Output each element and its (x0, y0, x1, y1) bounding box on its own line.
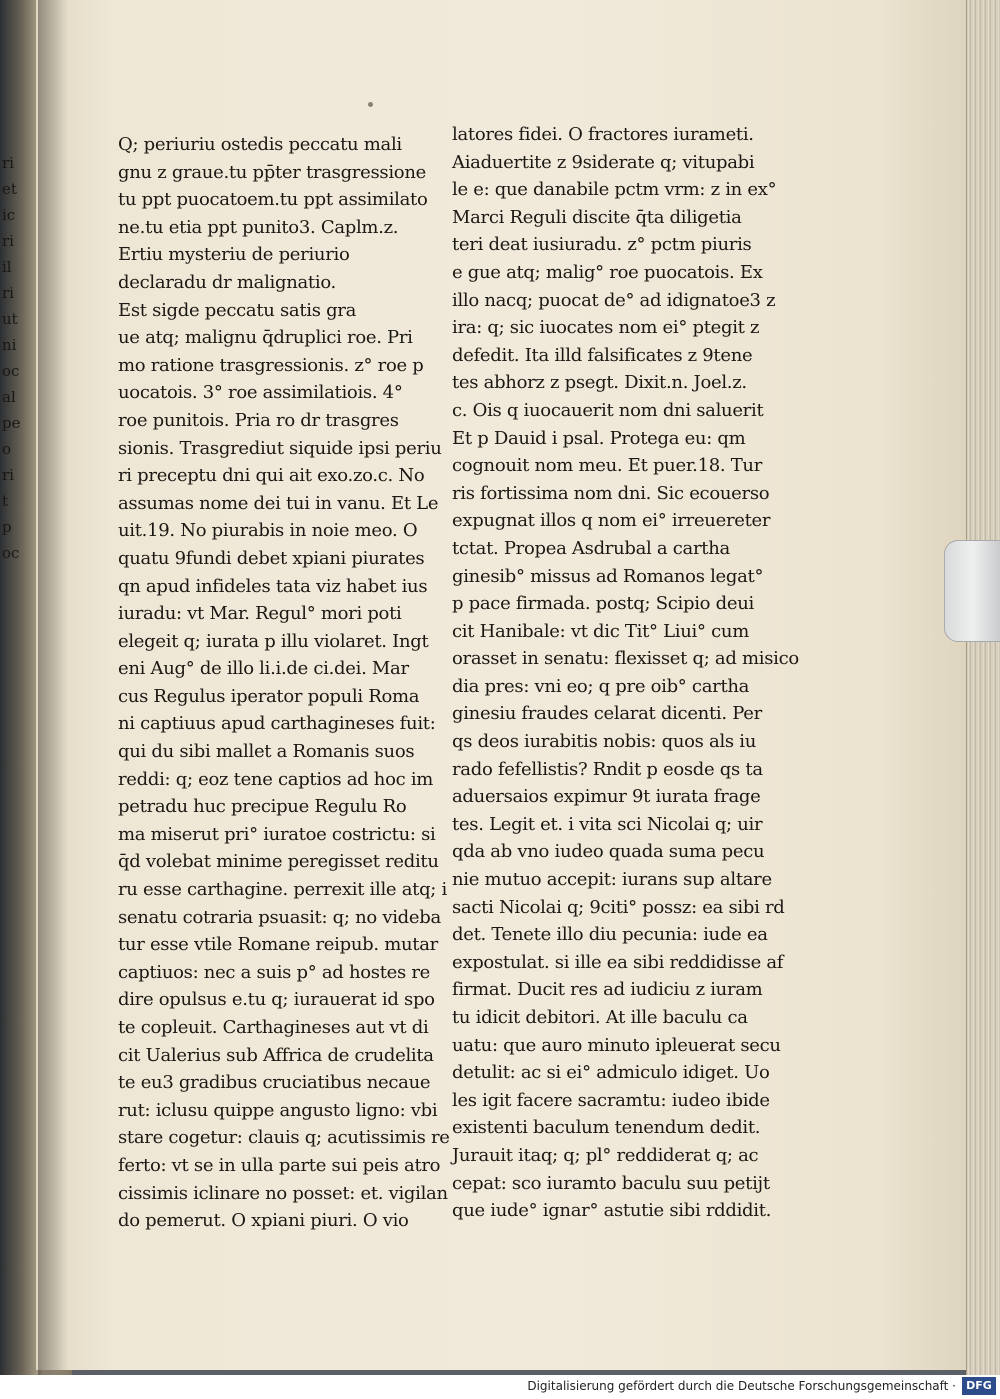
text-line: eni Aug° de illo li.i.de ci.dei. Mar (118, 658, 409, 680)
text-line: illo nacq; puocat de° ad idignatoe3 z (452, 289, 776, 311)
text-line: cit Ualerius sub Affrica de crudelita (118, 1044, 434, 1066)
text-column-right (452, 121, 799, 1225)
facing-page-fragment: o (2, 440, 12, 458)
text-line: rado fefellistis? Rndit p eosde qs ta (452, 758, 763, 780)
text-line: tu ppt puocatoem.tu ppt assimilato (118, 189, 428, 211)
text-line: uatu: que auro minuto ipleuerat secu (452, 1034, 781, 1056)
text-line: ue atq; malignu q̄druplici roe. Pri (118, 327, 413, 349)
text-line: cit Hanibale: vt dic Tit° Liui° cum (452, 620, 749, 642)
text-line: senatu cotraria psuasit: q; no videba (118, 906, 441, 928)
text-line: stare cogetur: clauis q; acutissimis re (118, 1127, 450, 1149)
text-line: tes. Legit et. i vita sci Nicolai q; uir (452, 813, 763, 835)
text-line: dire opulsus e.tu q; iurauerat id spo (118, 989, 435, 1011)
text-line: det. Tenete illo diu pecunia: iude ea (452, 924, 768, 946)
text-line: p pace firmada. postq; Scipio deui (452, 593, 754, 615)
text-line: dia pres: vni eo; q pre oib° cartha (452, 675, 750, 697)
text-line: que iude° ignar° astutie sibi rddidit. (452, 1200, 772, 1222)
bookmark-tab (944, 540, 1000, 642)
text-line: rut: iclusu quippe angusto ligno: vbi (118, 1099, 438, 1121)
text-line: cus Regulus iperator populi Roma (118, 685, 420, 707)
text-line: les igit facere sacramtu: iudeo ibide (452, 1089, 770, 1111)
text-line: ru esse carthagine. perrexit ille atq; i (118, 879, 447, 901)
text-line: ginesib° missus ad Romanos legat° (452, 565, 764, 587)
facing-page-fragment: oc (2, 544, 20, 562)
text-line: qui du sibi mallet a Romanis suos (118, 741, 415, 763)
text-line: declaradu dr malignatio. (118, 271, 336, 293)
text-line: tur esse vtile Romane reipub. mutar (118, 934, 438, 956)
text-line: sacti Nicolai q; 9citi° possz: ea sibi rd (452, 896, 785, 918)
text-line: ginesiu fraudes celarat dicenti. Per (452, 703, 762, 725)
facing-page-fragment: p (2, 518, 12, 536)
text-line: tu idicit debitori. At ille baculu ca (452, 1007, 748, 1028)
text-line: quatu 9fundi debet xpiani piurates (118, 547, 425, 569)
facing-page-fragment: et (2, 180, 17, 198)
text-line: ni captiuus apud carthagineses fuit: (118, 713, 436, 735)
text-line: c. Ois q iuocauerit nom dni saluerit (452, 399, 764, 421)
facing-page-fragment: ut (2, 310, 18, 328)
text-line: ne.tu etia ppt punito3. Caplm.z. (118, 216, 399, 238)
facing-page-fragment: pe (2, 414, 21, 432)
text-line: Aiaduertite z 9siderate q; vitupabi (452, 151, 755, 173)
text-line: captiuos: nec a suis p° ad hostes re (118, 961, 431, 983)
text-line: reddi: q; eoz tene captios ad hoc im (118, 768, 434, 790)
text-line: te copleuit. Carthagineses aut vt di (118, 1017, 429, 1038)
text-line: ri preceptu dni qui ait exo.zo.c. No (118, 465, 425, 487)
text-line: tes abhorz z psegt. Dixit.n. Joel.z. (452, 372, 747, 394)
facing-page-fragment: ri (2, 154, 14, 172)
text-line: Jurauit itaq; q; pl° reddiderat q; ac (452, 1144, 759, 1166)
text-line: expostulat. si ille ea sibi reddidisse af (452, 951, 784, 973)
text-line: Ertiu mysteriu de periurio (118, 244, 350, 266)
text-line: latores fidei. O fractores iurameti. (452, 124, 754, 145)
facing-page-fragment: al (2, 388, 16, 406)
text-line: orasset in senatu: flexisset q; ad misico (452, 648, 799, 670)
text-line: gnu z graue.tu pp̄ter trasgressione (118, 161, 426, 183)
text-line: elegeit q; iurata p illu violaret. Ingt (118, 630, 429, 652)
text-line: roe punitois. Pria ro dr trasgres (118, 409, 399, 431)
text-line: detulit: ac si ei° admiculo idiget. Uo (452, 1062, 770, 1084)
text-line: e gue atq; malig° roe puocatois. Ex (452, 261, 763, 283)
text-line: petradu huc precipue Regulu Ro (118, 796, 407, 818)
text-line: firmat. Ducit res ad iudiciu z iuram (452, 979, 763, 1001)
text-line: teri deat iusiuradu. z° pctm piuris (452, 234, 752, 256)
text-line: iuradu: vt Mar. Regul° mori poti (118, 603, 402, 625)
paper-speck (368, 102, 373, 107)
facing-page-fragment: ic (2, 206, 16, 224)
page-stack-edges (966, 0, 1000, 1375)
footer-credit: Digitalisierung gefördert durch die Deutsche Forschungsgemeinschaft · (527, 1379, 956, 1393)
text-line: qda ab vno iudeo quada suma pecu (452, 841, 765, 863)
text-line: tctat. Propea Asdrubal a cartha (452, 537, 730, 559)
text-line: cepat: sco iuramto baculu suu petijt (452, 1172, 770, 1194)
text-line: ferto: vt se in ulla parte sui peis atro (118, 1154, 441, 1176)
text-line: Et p Dauid i psal. Protega eu: qm (452, 427, 746, 449)
facing-page-fragment: ni (2, 336, 17, 354)
dfg-logo: DFG (962, 1377, 996, 1395)
facing-page-fragment: il (2, 258, 12, 276)
text-line: do pemerut. O xpiani piuri. O vio (118, 1210, 409, 1232)
text-line: ris fortissima nom dni. Sic ecouerso (452, 482, 770, 504)
text-line: defedit. Ita illd falsificates z 9tene (452, 344, 753, 366)
text-line: Est sigde peccatu satis gra (118, 299, 357, 321)
facing-page-fragment: oc (2, 362, 20, 380)
text-line: te eu3 gradibus cruciatibus necaue (118, 1072, 431, 1094)
text-line: Q; periuriu ostedis peccatu mali (118, 134, 402, 155)
facing-page-fragment: ri (2, 466, 14, 484)
facing-page-fragment: ri (2, 232, 14, 250)
page-gutter-shadow (38, 0, 68, 1375)
facing-page-fragment: t (2, 492, 9, 510)
text-line: qn apud infideles tata viz habet ius (118, 575, 428, 597)
text-line: q̄d volebat minime peregisset reditu (118, 851, 439, 873)
text-line: expugnat illos q nom ei° irreuereter (452, 510, 771, 532)
text-line: Marci Reguli discite q̄ta diligetia (452, 206, 742, 228)
text-line: cognouit nom meu. Et puer.18. Tur (452, 455, 763, 477)
text-line: ma miserut pri° iuratoe costrictu: si (118, 823, 436, 845)
text-line: cissimis iclinare no posset: et. vigilan (118, 1182, 448, 1204)
text-line: ira: q; sic iuocates nom ei° ptegit z (452, 317, 760, 339)
text-line: uit.19. No piurabis in noie meo. O (118, 520, 418, 542)
text-line: uocatois. 3° roe assimilatiois. 4° (118, 382, 403, 404)
text-line: le e: que danabile pctm vrm: z in ex° (452, 179, 777, 201)
text-line: mo ratione trasgressionis. z° roe p (118, 354, 424, 376)
text-column-left (118, 131, 450, 1235)
text-line: assumas nome dei tui in vanu. Et Le (118, 492, 439, 514)
text-line: aduersaios expimur 9t iurata frage (452, 786, 761, 808)
text-line: qs deos iurabitis nobis: quos als iu (452, 731, 757, 753)
text-line: existenti baculum tenendum dedit. (452, 1117, 761, 1139)
facing-page-fragment: ri (2, 284, 14, 302)
text-line: sionis. Trasgrediut siquide ipsi periu (118, 437, 442, 459)
text-line: nie mutuo accepit: iurans sup altare (452, 869, 772, 891)
